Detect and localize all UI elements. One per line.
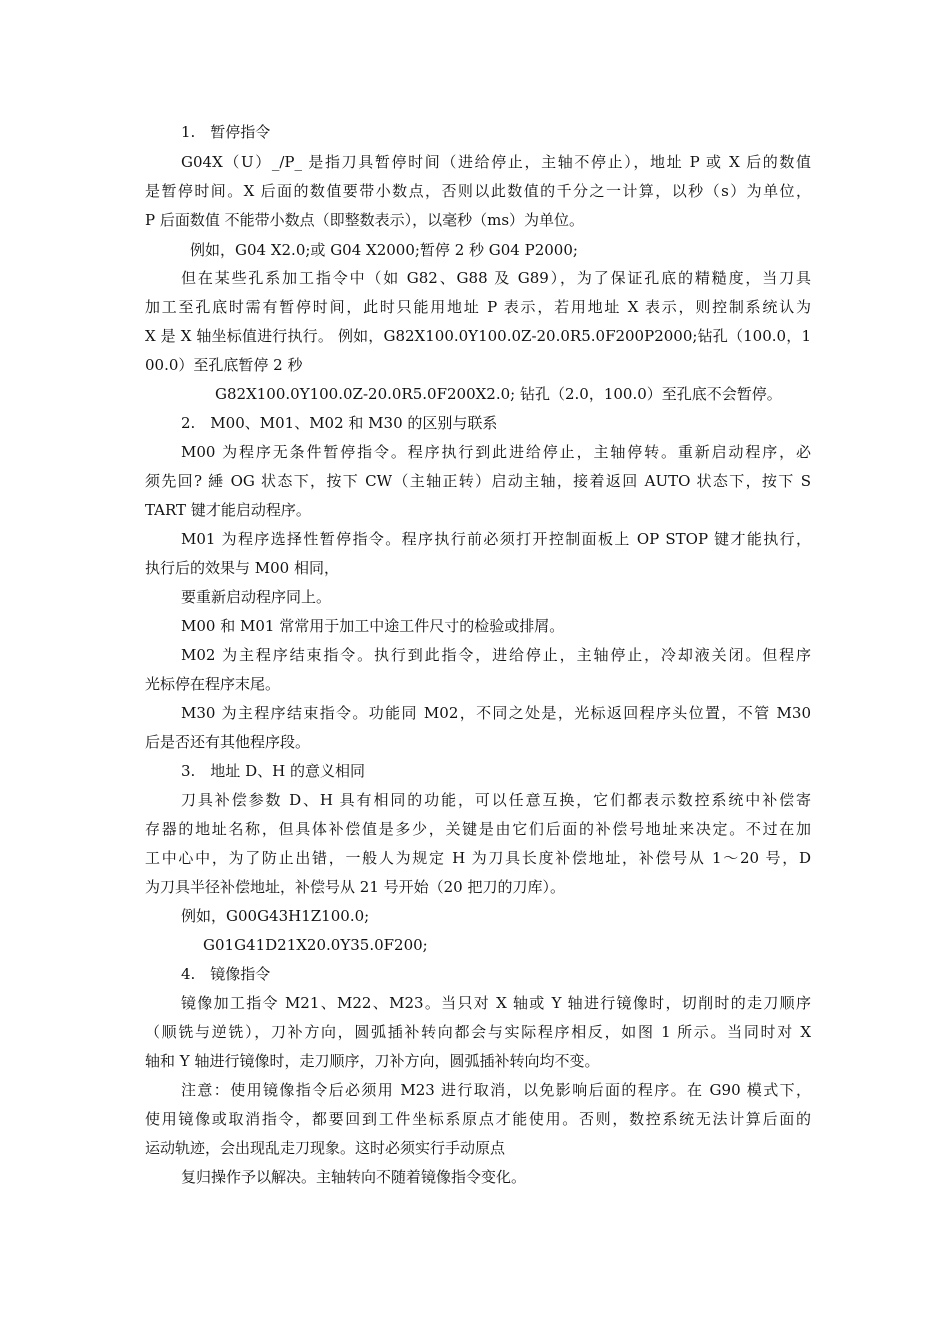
paragraph-line: 执行后的效果与 M00 相同， [145,559,339,577]
paragraph-line: 使用镜像或取消指令，都要回到工件坐标系原点才能使用。否则，数控系统无法计算后面的 [145,1110,811,1128]
paragraph-line: G82X100.0Y100.0Z-20.0R5.0F200X2.0; 钻孔（2.0，100.0）至孔底不会暂停。 [215,385,782,403]
paragraph-line: 工中心中，为了防止出错，一般人为规定 H 为刀具长度补偿地址，补偿号从 1～20 号，D [145,849,811,867]
paragraph-line: 注意：使用镜像指令后必须用 M23 进行取消，以免影响后面的程序。在 G90 模式下， [181,1081,811,1099]
paragraph-line: 须先回? 綞 OG 状态下，按下 CW（主轴正转）启动主轴，接着返回 AUTO 状态下，按下 S [145,472,811,490]
paragraph-line: （顺铣与逆铣），刀补方向，圆弧插补转向都会与实际程序相反，如图 1 所示。当同时对 X [145,1023,811,1041]
paragraph-line: 复归操作予以解决。主轴转向不随着镜像指令变化。 [181,1168,527,1186]
paragraph-line: M02 为主程序结束指令。执行到此指令，进给停止，主轴停止，冷却液关闭。但程序 [181,646,811,664]
paragraph-line: G04X（U）_/P_ 是指刀具暂停时间（进给停止，主轴不停止），地址 P 或 X 后的数值 [181,153,811,171]
paragraph-line: M30 为主程序结束指令。功能同 M02，不同之处是，光标返回程序头位置，不管 M30 [181,704,811,722]
code-example: 例如，G00G43H1Z100.0; [181,907,370,925]
paragraph-line: M00 为程序无条件暂停指令。程序执行到此进给停止，主轴停转。重新启动程序，必 [181,443,811,461]
paragraph-line: 存器的地址名称，但具体补偿值是多少，关键是由它们后面的补偿号地址来决定。不过在加 [145,820,811,838]
paragraph-line: 但在某些孔系加工指令中（如 G82、G88 及 G89），为了保证孔底的精糙度，当刀具 [181,269,811,287]
paragraph-line: 刀具补偿参数 D、H 具有相同的功能，可以任意互换，它们都表示数控系统中补偿寄 [181,791,811,809]
paragraph-line: 加工至孔底时需有暂停时间，此时只能用地址 P 表示，若用地址 X 表示，则控制系统认为 [145,298,811,316]
paragraph-line: 后是否还有其他程序段。 [145,733,311,751]
paragraph-line: 要重新启动程序同上。 [181,588,332,606]
section-heading: 3. 地址 D、H 的意义相同 [181,762,365,780]
paragraph-line: 是暂停时间。X 后面的数值要带小数点，否则以此数值的千分之一计算，以秒（s）为单位， [145,182,811,200]
paragraph-line: P 后面数值 不能带小数点（即整数表示），以毫秒（ms）为单位。 [145,211,585,229]
paragraph-line: 轴和 Y 轴进行镜像时，走刀顺序，刀补方向，圆弧插补转向均不变。 [145,1052,600,1070]
paragraph-line: X 是 X 轴坐标值进行执行。 例如，G82X100.0Y100.0Z-20.0R5.0F200P2000;钻孔（100.0，1 [145,327,811,345]
paragraph-line: 运动轨迹，会出现乱走刀现象。这时必须实行手动原点 [145,1139,506,1157]
paragraph-line: M00 和 M01 常常用于加工中途工件尺寸的检验或排屑。 [181,617,565,635]
paragraph-line: 光标停在程序末尾。 [145,675,281,693]
paragraph-line: 例如，G04 X2.0;或 G04 X2000;暂停 2 秒 G04 P2000; [190,241,578,259]
paragraph-line: 镜像加工指令 M21、M22、M23。当只对 X 轴或 Y 轴进行镜像时，切削时的走刀顺序 [181,994,811,1012]
paragraph-line: TART 键才能启动程序。 [145,501,311,519]
section-heading: 2. M00、M01、M02 和 M30 的区别与联系 [181,414,498,432]
section-heading: 1. 暂停指令 [181,123,271,141]
code-example: G01G41D21X20.0Y35.0F200; [203,936,428,954]
paragraph-line: 00.0）至孔底暂停 2 秒 [145,356,303,374]
paragraph-line: M01 为程序选择性暂停指令。程序执行前必须打开控制面板上 OP STOP 键才能执行， [181,530,811,548]
section-heading: 4. 镜像指令 [181,965,271,983]
paragraph-line: 为刀具半径补偿地址，补偿号从 21 号开始（20 把刀的刀库）。 [145,878,565,896]
